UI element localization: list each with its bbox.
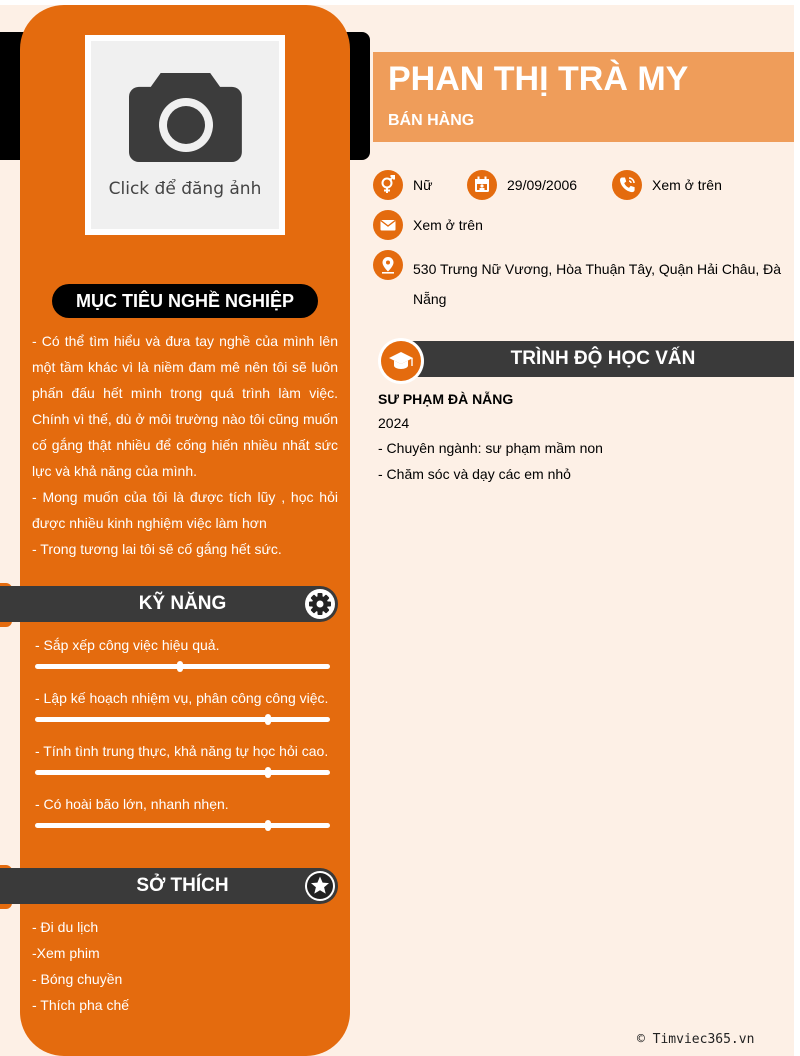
skill-label: - Có hoài bão lớn, nhanh nhẹn. bbox=[35, 796, 229, 812]
hobby-item: - Đi du lịch bbox=[32, 919, 99, 935]
photo-placeholder[interactable] bbox=[91, 41, 279, 229]
objective-text bbox=[32, 328, 338, 562]
skill-level-marker bbox=[265, 767, 271, 778]
email-value: Xem ở trên bbox=[413, 217, 483, 233]
education-school: SƯ PHẠM ĐÀ NẴNG bbox=[378, 391, 514, 407]
education-year: 2024 bbox=[378, 415, 410, 431]
camera-icon bbox=[129, 69, 243, 169]
skill-label: - Lập kế hoạch nhiệm vụ, phân công công việc. bbox=[35, 690, 329, 706]
education-title: TRÌNH ĐỘ HỌC VẤN bbox=[510, 348, 696, 369]
job-position: BÁN HÀNG bbox=[388, 112, 475, 129]
skill-level-marker bbox=[265, 714, 271, 725]
phone-value: Xem ở trên bbox=[652, 177, 722, 193]
education-major: - Chuyên ngành: sư phạm mầm non bbox=[378, 440, 603, 456]
photo-upload[interactable] bbox=[85, 35, 285, 235]
hobby-item: - Thích pha chế bbox=[32, 997, 130, 1013]
calendar-icon bbox=[467, 170, 497, 200]
objective-title: MỤC TIÊU NGHỀ NGHIỆP bbox=[52, 284, 318, 318]
skills-title: KỸ NĂNG bbox=[138, 593, 227, 614]
hobby-item: -Xem phim bbox=[32, 945, 100, 961]
skill-label: - Sắp xếp công việc hiệu quả. bbox=[35, 637, 220, 653]
skills-band bbox=[0, 586, 338, 622]
candidate-name: PHAN THỊ TRÀ MY bbox=[388, 60, 689, 98]
hobbies-title: SỞ THÍCH bbox=[136, 875, 229, 896]
gear-icon bbox=[305, 589, 335, 619]
objective-paragraph: - Trong tương lai tôi sẽ cố gắng hết sức. bbox=[32, 541, 282, 557]
address-value: 530 Trưng Nữ Vương, Hòa Thuận Tây, Quận Hải Châu, Đà Nẵng bbox=[413, 261, 782, 307]
skill-bar bbox=[35, 823, 330, 828]
hobby-item: - Bóng chuyền bbox=[32, 971, 123, 987]
skill-bar bbox=[35, 717, 330, 722]
skill-level-marker bbox=[177, 661, 183, 672]
objective-paragraph: - Có thể tìm hiểu và đưa tay nghề của mình lên một tầm khác vì là niềm đam mê nên tôi sẽ luôn phấn đấu hết mình trong quá trình làm việc. Chính vì thế, dù ở môi trường nào tôi cũng muốn cố gắng thật nhiều để cống hiến nhiều nhất sức lực và khả năng của mình. bbox=[32, 333, 338, 479]
gender-value: Nữ bbox=[413, 177, 433, 193]
education-badge bbox=[378, 338, 424, 384]
birthday-value: 29/09/2006 bbox=[507, 177, 578, 193]
skill-label: - Tính tình trung thực, khả năng tự học hỏi cao. bbox=[35, 743, 329, 759]
hobbies-band bbox=[0, 868, 338, 904]
star-icon bbox=[305, 871, 335, 901]
education-description: - Chăm sóc và dạy các em nhỏ bbox=[378, 466, 571, 482]
skill-level-marker bbox=[265, 820, 271, 831]
education-band bbox=[402, 341, 794, 377]
phone-icon bbox=[612, 170, 642, 200]
email-icon bbox=[373, 210, 403, 240]
gender-icon bbox=[373, 170, 403, 200]
location-icon bbox=[373, 250, 403, 280]
header-banner bbox=[373, 52, 794, 142]
photo-caption: Click để đăng ảnh bbox=[108, 179, 262, 199]
cv-page bbox=[0, 5, 794, 1056]
skill-bar bbox=[35, 770, 330, 775]
skill-bar bbox=[35, 664, 330, 669]
graduation-cap-icon bbox=[381, 341, 421, 381]
footer-watermark: © Timviec365.vn bbox=[637, 1032, 755, 1047]
objective-paragraph: - Mong muốn của tôi là được tích lũy , học hỏi được nhiều kinh nghiệm việc làm hơn bbox=[32, 489, 338, 531]
